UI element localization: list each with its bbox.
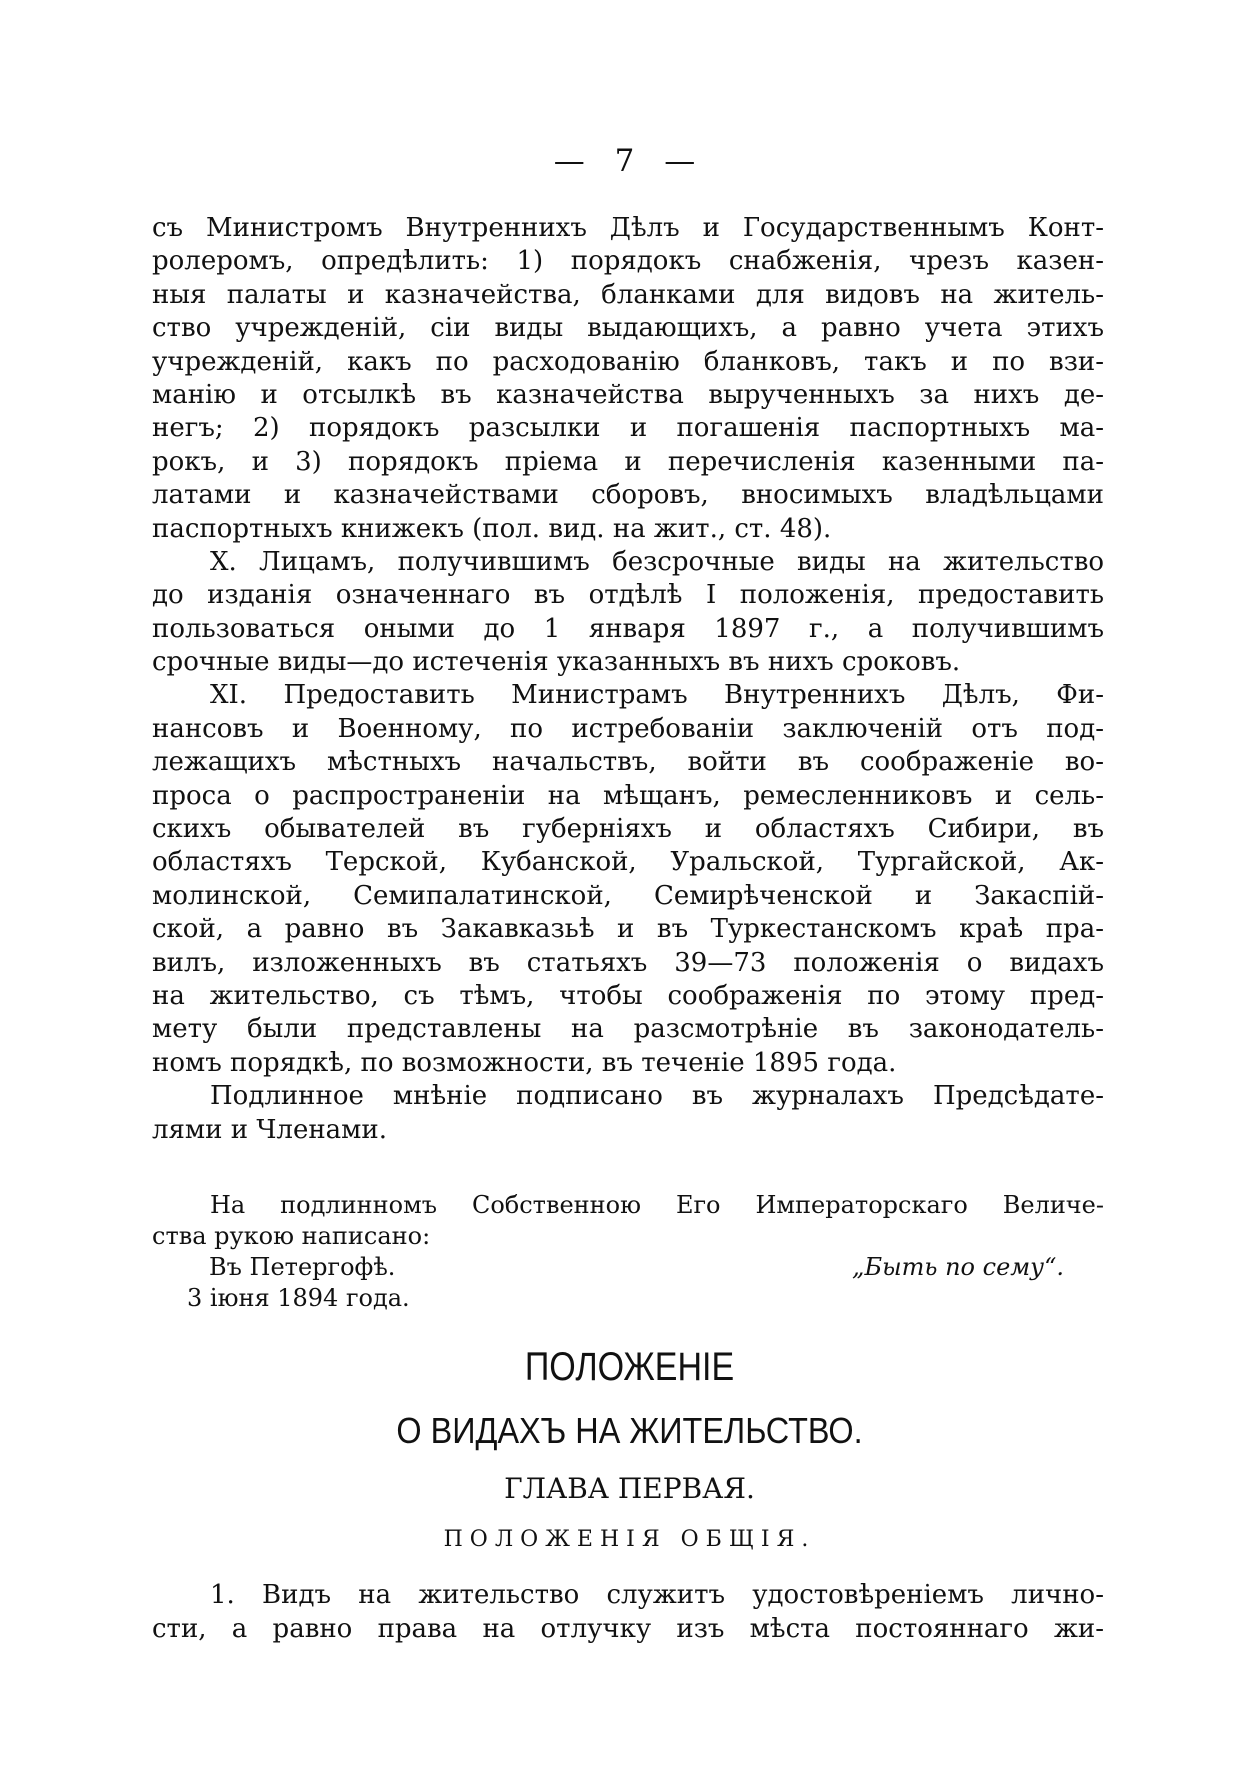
body-line: нансовъ и Военному, по истребованіи заключеній отъ под- xyxy=(152,713,1104,744)
endorsement-line: На подлинномъ Собственною Его Императорскаго Величе- xyxy=(210,1191,1104,1219)
body-line: Подлинное мнѣніе подписано въ журналахъ Предсѣдате- xyxy=(210,1081,1104,1112)
body-line: ныя палаты и казначейства, бланками для видовъ на житель- xyxy=(152,279,1104,310)
body-line: X. Лицамъ, получившимъ безсрочные виды на жительство xyxy=(210,546,1104,577)
body-line: ство учрежденій, сіи виды выдающихъ, а равно учета этихъ xyxy=(152,313,1104,344)
body-line: срочные виды—до истеченія указанныхъ въ нихъ сроковъ. xyxy=(152,647,961,678)
body-line: вилъ, изложенныхъ въ статьяхъ 39—73 положенія о видахъ xyxy=(152,947,1104,978)
body-line: молинской, Семипалатинской, Семирѣченской и Закаспій- xyxy=(152,880,1104,911)
signature-place: Въ Петергофѣ. xyxy=(209,1253,396,1281)
body-line: XI. Предоставить Министрамъ Внутреннихъ Дѣлъ, Фи- xyxy=(210,680,1104,711)
statute-title: ПОЛОЖЕНІЕ xyxy=(524,1345,735,1389)
body-line: паспортныхъ книжекъ (пол. вид. на жит., ст. 48). xyxy=(152,513,832,544)
body-line: съ Министромъ Внутреннихъ Дѣлъ и Государственнымъ Конт- xyxy=(152,213,1104,243)
body-line: рокъ, и 3) порядокъ пріема и перечисленія казенными па- xyxy=(152,446,1104,477)
body-line: ролеромъ, опредѣлить: 1) порядокъ снабженія, чрезъ казен- xyxy=(152,246,1104,277)
body-line: учрежденій, какъ по расходованію бланковъ, такъ и по взи- xyxy=(152,346,1104,377)
body-line: лежащихъ мѣстныхъ начальствъ, войти въ соображеніе во- xyxy=(152,747,1104,778)
body-line: лями и Членами. xyxy=(152,1114,387,1145)
body-line: пользоваться оными до 1 января 1897 г., а получившимъ xyxy=(152,613,1104,644)
body-line: латами и казначействами сборовъ, вносимыхъ владѣльцами xyxy=(152,480,1104,511)
body-line: проса о распространеніи на мѣщанъ, ремесленниковъ и сель- xyxy=(152,780,1104,811)
statute-subtitle: О ВИДАХЪ НА ЖИТЕЛЬСТВО. xyxy=(396,1410,863,1451)
imperial-resolution: „Быть по сему“. xyxy=(852,1253,1064,1281)
body-line: мету были представлены на разсмотрѣніе въ законодатель- xyxy=(152,1014,1104,1045)
body-line: до изданія означеннаго въ отдѣлѣ I положенія, предоставить xyxy=(152,580,1104,611)
body-line: ской, а равно въ Закавказьѣ и въ Туркестанскомъ краѣ пра- xyxy=(152,914,1104,945)
endorsement-line: ства рукою написано: xyxy=(152,1222,431,1250)
imperial-endorsement xyxy=(152,1190,1104,1312)
signature-date: 3 іюня 1894 года. xyxy=(187,1284,410,1312)
page-number: — 7 — xyxy=(553,143,706,179)
article-line: сти, а равно права на отлучку изъ мѣста постояннаго жи- xyxy=(152,1614,1104,1644)
body-line: областяхъ Терской, Кубанской, Уральской, Тургайской, Ак- xyxy=(152,847,1104,878)
chapter-heading: ГЛАВА ПЕРВАЯ. xyxy=(504,1472,755,1505)
article-line: 1. Видъ на жительство служитъ удостовѣреніемъ личнo- xyxy=(210,1580,1104,1610)
body-line: негъ; 2) порядокъ разсылки и погашенія паспортныхъ ма- xyxy=(152,413,1104,444)
body-line: скихъ обывателей въ губерніяхъ и областяхъ Сибири, въ xyxy=(152,814,1104,845)
body-line: номъ порядкѣ, по возможности, въ теченіе 1895 года. xyxy=(152,1047,897,1078)
body-line: на жительство, съ тѣмъ, чтобы соображенія по этому пред- xyxy=(152,980,1104,1011)
body-text xyxy=(152,212,1104,1147)
article-1 xyxy=(152,1578,1104,1646)
body-line: манію и отсылкѣ въ казначейства вырученныхъ за нихъ де- xyxy=(152,379,1104,410)
section-heading: ПОЛОЖЕНІЯ ОБЩІЯ. xyxy=(443,1527,816,1552)
